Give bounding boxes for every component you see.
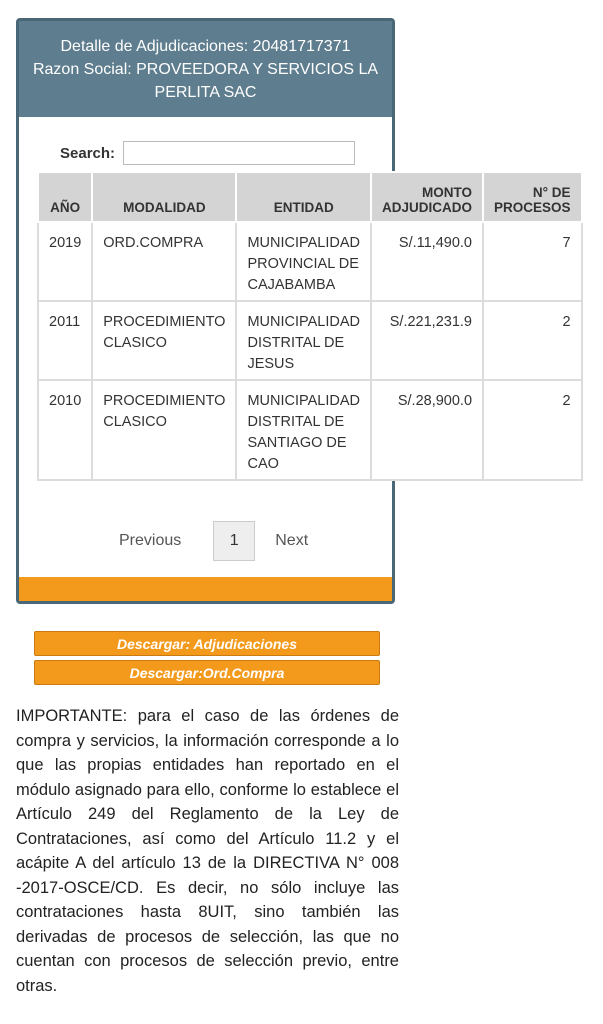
page-1-button[interactable]: 1 — [213, 521, 255, 561]
col-header-anio[interactable]: AÑO — [38, 172, 92, 222]
cell-entidad: MUNICIPALIDAD PROVINCIAL DE CAJABAMBA — [236, 222, 371, 301]
panel-header — [19, 21, 392, 117]
important-notice: IMPORTANTE: para el caso de las órdenes de compra y servicios, la información corresponde a lo que las propias entidades han reportado en el módulo asignado para ello, conforme lo establece el Artículo 249 del Reglamento de la Ley de Contrataciones, así como del Artículo 11.2 y el acápite A del artículo 13 de la DIRECTIVA N° 008 -2017-OSCE/CD. Es decir, no sólo incluye las contrataciones hasta 8UIT, sino también las derivadas de procesos de selección, las que no cuentan con procesos de selección previo, entre otras. — [16, 707, 399, 995]
table-header-row — [38, 172, 582, 222]
download-adjudicaciones-button[interactable]: Descargar: Adjudicaciones — [34, 631, 380, 656]
cell-modalidad: ORD.COMPRA — [92, 222, 236, 301]
search-label: Search: — [60, 144, 116, 162]
col-header-entidad[interactable]: ENTIDAD — [236, 172, 371, 222]
cell-procesos: 2 — [483, 301, 582, 380]
cell-monto: S/.221,231.9 — [371, 301, 483, 380]
cell-anio: 2019 — [38, 222, 92, 301]
cell-modalidad: PROCEDIMIENTO CLASICO — [92, 301, 236, 380]
col-header-procesos[interactable]: N° DE PROCESOS — [483, 172, 582, 222]
panel-title-line1: Detalle de Adjudicaciones: 20481717371 — [60, 38, 351, 55]
table-row — [38, 380, 582, 480]
table-row — [38, 301, 582, 380]
cell-monto: S/.28,900.0 — [371, 380, 483, 480]
cell-monto: S/.11,490.0 — [371, 222, 483, 301]
cell-modalidad: PROCEDIMIENTO CLASICO — [92, 380, 236, 480]
cell-procesos: 2 — [483, 380, 582, 480]
col-header-modalidad[interactable]: MODALIDAD — [92, 172, 236, 222]
panel-footer-bar — [19, 577, 392, 601]
cell-procesos: 7 — [483, 222, 582, 301]
cell-anio: 2010 — [38, 380, 92, 480]
table-row — [38, 222, 582, 301]
search-input[interactable] — [123, 141, 355, 165]
col-header-monto[interactable]: MONTO ADJUDICADO — [371, 172, 483, 222]
next-button[interactable]: Next — [275, 532, 309, 549]
cell-entidad: MUNICIPALIDAD DISTRITAL DE JESUS — [236, 301, 371, 380]
download-ord-compra-button[interactable]: Descargar:Ord.Compra — [34, 660, 380, 685]
search-row — [60, 141, 355, 165]
pagination — [119, 521, 308, 561]
cell-entidad: MUNICIPALIDAD DISTRITAL DE SANTIAGO DE CAO — [236, 380, 371, 480]
previous-button[interactable]: Previous — [119, 532, 182, 549]
cell-anio: 2011 — [38, 301, 92, 380]
panel-title-line2: Razon Social: PROVEEDORA Y SERVICIOS LA PERLITA SAC — [32, 61, 379, 101]
adjudicaciones-table — [37, 171, 583, 481]
